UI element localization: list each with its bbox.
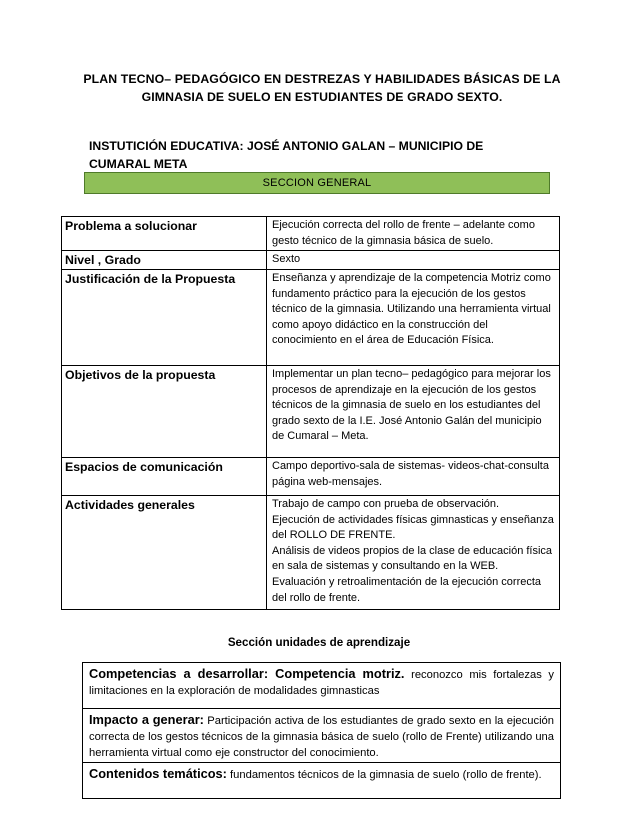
row-value: Ejecución correcta del rollo de frente – adelante como gesto técnico de la gimnasia básica de suelo. [267, 217, 560, 251]
unit-text: reconozco mis fortalezas y limitaciones en la exploración de modalidades gimnasticas [89, 669, 555, 697]
row-value: Enseñanza y aprendizaje de la competencia Motriz como fundamento práctico para la ejecución de los gestos técnico de la gimnasia. Utilizando una herramienta virtual como apoyo didáctico en la construcción del conocimiento en el área de Educación Física. [267, 270, 560, 366]
row-value: Implementar un plan tecno– pedagógico para mejorar los procesos de aprendizaje en la ejecución de los gestos técnicos de la gimnasia de suelo en los estudiantes del grado sexto de la I.E. José Antonio Galán del municipio de Cumaral – Meta. [267, 366, 560, 458]
table-row [83, 763, 561, 799]
table-row [62, 458, 560, 496]
section-general-bar: SECCION GENERAL [84, 172, 550, 194]
row-label: Nivel , Grado [62, 251, 267, 270]
unit-label: Contenidos temáticos: [89, 766, 227, 781]
table-row [62, 251, 560, 270]
institution-heading: INSTUTICIÓN EDUCATIVA: JOSÉ ANTONIO GALAN – MUNICIPIO DE CUMARAL META [89, 139, 484, 171]
table-row [62, 270, 560, 366]
general-table [61, 216, 560, 610]
table-row [83, 709, 561, 763]
table-row [62, 496, 560, 610]
row-label: Espacios de comunicación [62, 458, 267, 496]
unit-cell [83, 663, 561, 709]
units-table [82, 662, 561, 799]
unit-cell [83, 709, 561, 763]
unit-label: Impacto a generar: [89, 712, 204, 727]
row-label: Problema a solucionar [62, 217, 267, 251]
row-value: Sexto [267, 251, 560, 270]
units-section-title: Sección unidades de aprendizaje [227, 636, 411, 649]
table-row [62, 366, 560, 458]
unit-cell [83, 763, 561, 799]
row-label: Justificación de la Propuesta [62, 270, 267, 366]
unit-label: Competencias a desarrollar: Competencia motriz. [89, 666, 405, 681]
row-label: Actividades generales [62, 496, 267, 610]
table-row [83, 663, 561, 709]
table-row [62, 217, 560, 251]
row-label: Objetivos de la propuesta [62, 366, 267, 458]
document-title: PLAN TECNO– PEDAGÓGICO EN DESTREZAS Y HABILIDADES BÁSICAS DE LA GIMNASIA DE SUELO EN ESTUDIANTES DE GRADO SEXTO. [83, 72, 561, 104]
row-value: Trabajo de campo con prueba de observación. Ejecución de actividades físicas gimnasticas y enseñanza del ROLLO DE FRENTE. Análisis de videos propios de la clase de educación física en sala de sistemas y consultando en la WEB. Evaluación y retroalimentación de la ejecución correcta del rollo de frente. [267, 496, 560, 610]
row-value: Campo deportivo-sala de sistemas- videos-chat-consulta página web-mensajes. [267, 458, 560, 496]
unit-text: fundamentos técnicos de la gimnasia de suelo (rollo de frente). [226, 769, 542, 781]
unit-text: Participación activa de los estudiantes de grado sexto en la ejecución correcta de los gestos técnicos de la gimnasia básica de suelo (rollo de Frente) utilizando una herramienta virtual como eje constructor del conocimiento. [89, 715, 554, 759]
